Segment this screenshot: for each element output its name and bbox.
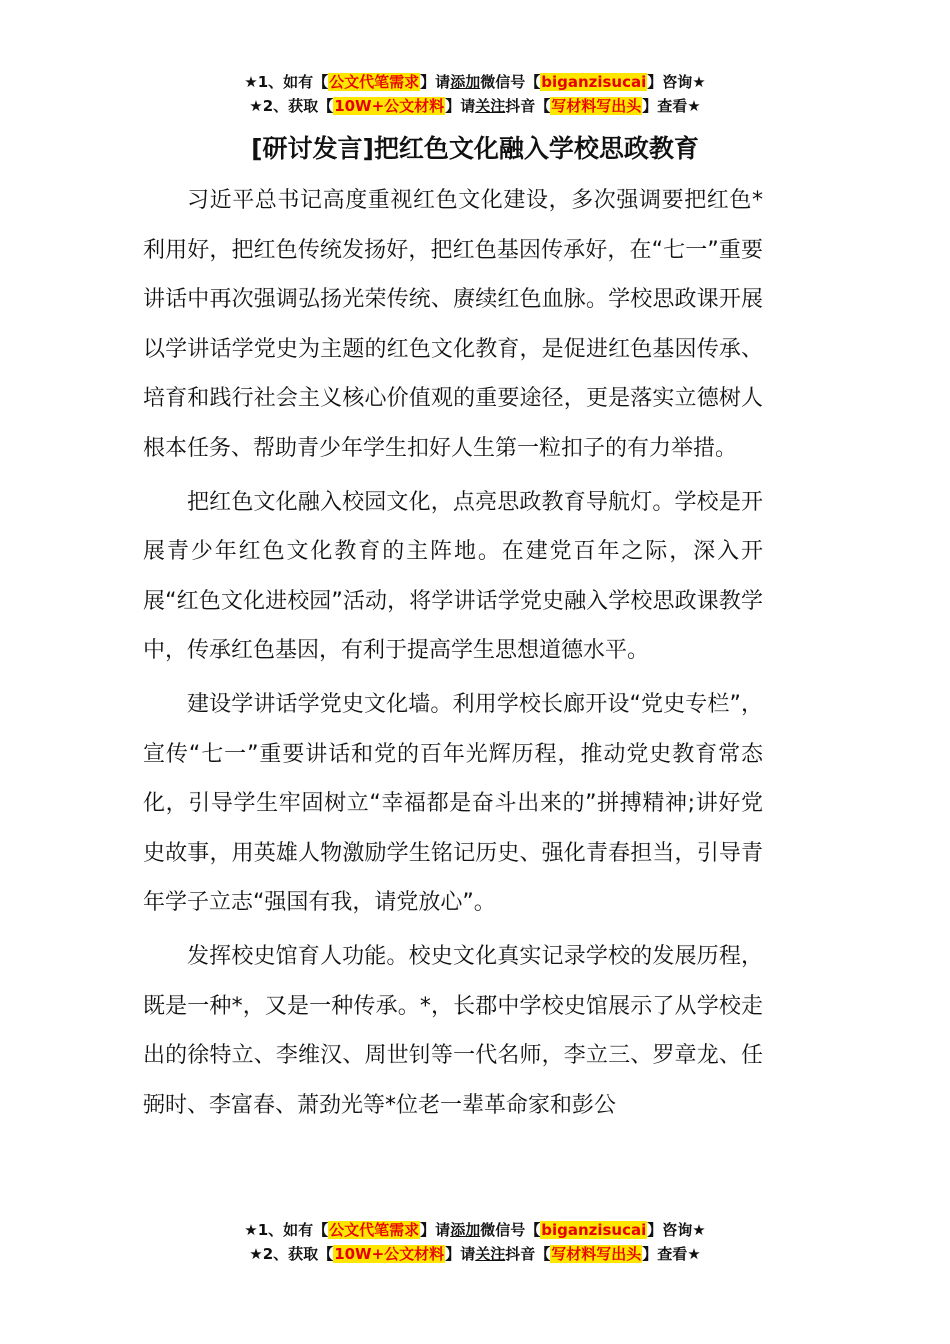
promo-line-1	[0, 1218, 950, 1242]
promo-highlight-materials: 10W+公文材料	[334, 97, 445, 115]
promo-text: 抖音【	[505, 1245, 551, 1263]
promo-header	[0, 70, 950, 118]
paragraph-1: 习近平总书记高度重视红色文化建设，多次强调要把红色*利用好，把红色传统发扬好，把红色基因传承好，在“七一”重要讲话中再次强调弘扬光荣传统、赓续红色血脉。学校思政课开展以学讲话学党史为主题的红色文化教育，是促进红色基因传承、培育和践行社会主义核心价值观的重要途径，更是落实立德树人根本任务、帮助青少年学生扣好人生第一粒扣子的有力举措。	[143, 188, 763, 461]
paragraph-4: 发挥校史馆育人功能。校史文化真实记录学校的发展历程，既是一种*，又是一种传承。*，长郡中学校史馆展示了从学校走出的徐特立、李维汉、周世钊等一代名师，李立三、罗章龙、任弼时、李富春、萧劲光等*位老一辈革命家和彭公	[143, 943, 763, 1118]
promo-text: 】请	[420, 1221, 451, 1239]
promo-line-2	[0, 1242, 950, 1266]
promo-underlined-text: 关注	[475, 97, 506, 115]
promo-highlight-service: 公文代笔需求	[329, 1221, 420, 1239]
paragraph-2: 把红色文化融入校园文化，点亮思政教育导航灯。学校是开展青少年红色文化教育的主阵地。在建党百年之际，深入开展“红色文化进校园”活动，将学讲话学党史融入学校思政课教学中，传承红色基因，有利于提高学生思想道德水平。	[143, 489, 763, 664]
promo-text: 】查看★	[642, 1245, 701, 1263]
promo-line-1	[0, 70, 950, 94]
promo-footer	[0, 1218, 950, 1266]
document-body	[143, 176, 763, 1134]
promo-text: 微信号【	[480, 73, 541, 91]
promo-highlight-douyin-id: 写材料写出头	[551, 1245, 642, 1263]
promo-underlined-text: 添加	[450, 1221, 481, 1239]
promo-text: 抖音【	[505, 97, 551, 115]
promo-highlight-materials: 10W+公文材料	[334, 1245, 445, 1263]
promo-highlight-wechat-id: biganzisucai	[541, 1221, 647, 1239]
promo-text: 】请	[445, 1245, 476, 1263]
document-title: [研讨发言]把红色文化融入学校思政教育	[251, 134, 699, 163]
promo-text: 】咨询★	[647, 1221, 706, 1239]
promo-text: 】咨询★	[647, 73, 706, 91]
promo-line-2	[0, 94, 950, 118]
promo-underlined-text: 添加	[450, 73, 481, 91]
promo-text: ★1、如有【	[244, 1221, 329, 1239]
promo-highlight-wechat-id: biganzisucai	[541, 73, 647, 91]
paragraph-3: 建设学讲话学党史文化墙。利用学校长廊开设“党史专栏”，宣传“七一”重要讲话和党的百年光辉历程，推动党史教育常态化，引导学生牢固树立“幸福都是奋斗出来的”拼搏精神;讲好党史故事，用英雄人物激励学生铭记历史、强化青春担当，引导青年学子立志“强国有我，请党放心”。	[143, 691, 763, 916]
promo-text: 】请	[420, 73, 451, 91]
promo-highlight-service: 公文代笔需求	[329, 73, 420, 91]
promo-text: ★1、如有【	[244, 73, 329, 91]
promo-text: ★2、获取【	[249, 1245, 334, 1263]
promo-text: 】查看★	[642, 97, 701, 115]
promo-text: 】请	[445, 97, 476, 115]
promo-underlined-text: 关注	[475, 1245, 506, 1263]
promo-highlight-douyin-id: 写材料写出头	[551, 97, 642, 115]
promo-text: 微信号【	[480, 1221, 541, 1239]
promo-text: ★2、获取【	[249, 97, 334, 115]
